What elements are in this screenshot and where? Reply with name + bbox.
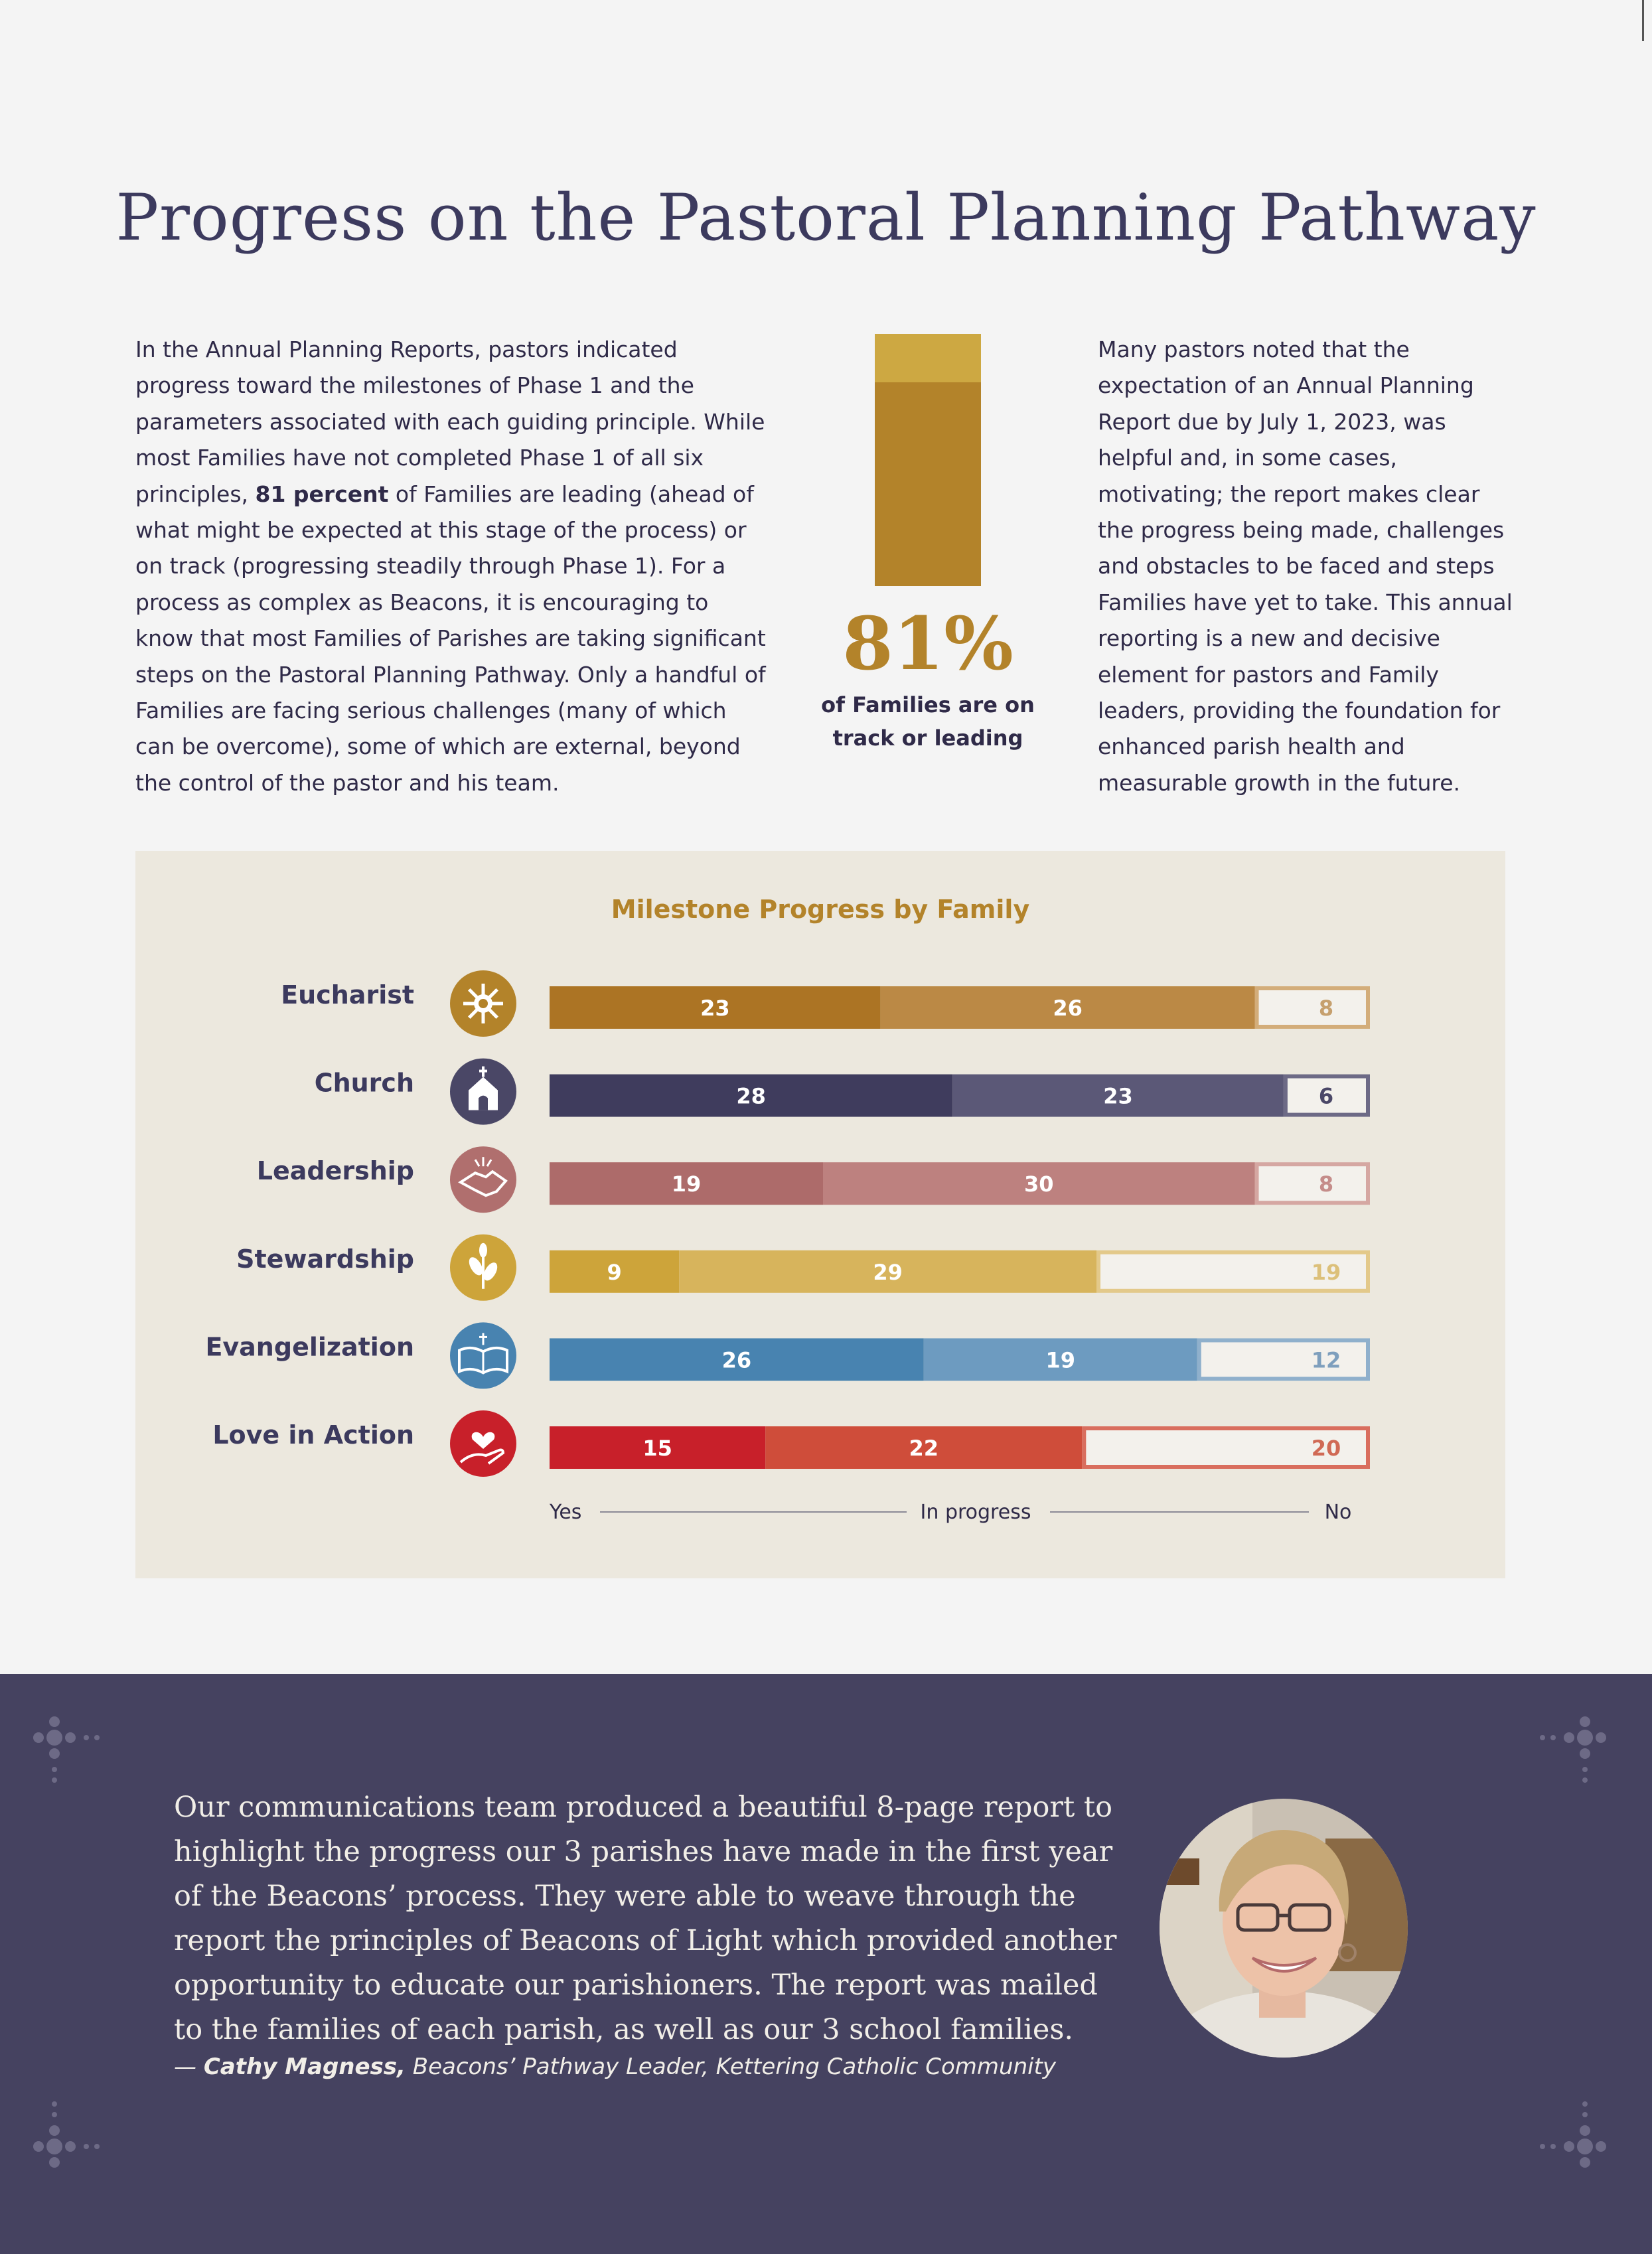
data-label-progress: 23 (1103, 1083, 1133, 1109)
bar-segment-no (1257, 988, 1368, 1027)
cross-ornament-icon (33, 1714, 113, 1793)
attribution-role: Beacons’ Pathway Leader, Kettering Catholic Community (405, 2054, 1057, 2080)
attribution-dash: — (174, 2054, 204, 2080)
data-label-progress: 26 (1053, 996, 1083, 1021)
data-label-progress: 29 (873, 1259, 903, 1285)
stat-progress-bar (875, 334, 981, 586)
testimonial-quote: Our communications team produced a beautiful 8-page report to highlight the progress our 3 parishes have made in the first year of the Beacons’ process. They were able to weave through the report the principles of Beacons of Light which provided another opportunity to educate our parishioners. The report was mailed to the families of each parish, as well as our 3 school families. (174, 1791, 1117, 2046)
cross-ornament-icon (1527, 1714, 1606, 1793)
intro-left-bold-stat: 81 percent (255, 481, 389, 507)
data-label-yes: 15 (642, 1436, 672, 1461)
category-label: Stewardship (236, 1244, 414, 1274)
data-label-no: 20 (1311, 1436, 1341, 1461)
data-label-yes: 19 (671, 1171, 702, 1197)
data-label-progress: 22 (909, 1436, 939, 1461)
icon-disc (450, 1146, 516, 1213)
door-mark (479, 1096, 488, 1110)
data-label-yes: 26 (721, 1347, 752, 1373)
bar-row-evangelization (205, 1322, 1368, 1389)
eucharist-monstrance-icon (450, 970, 516, 1037)
category-label: Eucharist (281, 980, 414, 1010)
category-label: Church (314, 1068, 414, 1098)
church-building-icon (450, 1059, 516, 1125)
milestone-chart (135, 851, 1505, 1578)
bar-row-leadership (257, 1146, 1368, 1213)
data-label-yes: 28 (736, 1083, 766, 1109)
stat-caption-line-1: of Families are on (821, 692, 1035, 717)
attribution-name: Cathy Magness, (203, 2054, 406, 2080)
intro-right-paragraph: Many pastors noted that the expectation of an Annual Planning Report due by July 1, 2023, was helpful and, in some cases, motivating; the report makes clear the progress being made, challenges and obstacles to be faced and steps Families have yet to take. This annual reporting is a new and decisive element for pastors and Family leaders, providing the foundation for enhanced parish health and measurable growth in the future. (1098, 337, 1513, 796)
data-label-no: 19 (1311, 1259, 1341, 1285)
data-label-yes: 9 (607, 1259, 622, 1285)
chart-title: Milestone Progress by Family (611, 895, 1030, 924)
legend-label-no: No (1324, 1501, 1352, 1524)
data-label-yes: 23 (700, 996, 730, 1021)
handshake-icon (450, 1146, 516, 1213)
speaker-photo (1160, 1799, 1408, 2058)
bar-segment-no (1257, 1164, 1368, 1203)
data-label-progress: 19 (1045, 1347, 1076, 1373)
host-center-mark (479, 999, 488, 1008)
stat-caption-line-2: track or leading (832, 725, 1023, 751)
legend-label-in-progress: In progress (920, 1501, 1031, 1524)
category-label: Love in Action (212, 1420, 414, 1450)
cross-ornament-icon (33, 2091, 113, 2170)
intro-left-paragraph (135, 332, 773, 801)
data-label-no: 8 (1318, 996, 1334, 1021)
chart-legend (549, 1501, 1351, 1524)
milestone-chart-panel (135, 851, 1505, 1578)
leaf-mark (479, 1243, 487, 1258)
stat-caption (795, 688, 1061, 755)
legend-label-yes: Yes (550, 1501, 582, 1524)
bar-row-love-in-action (212, 1410, 1368, 1477)
data-label-no: 8 (1318, 1171, 1334, 1197)
cross-ornament-icon (1527, 2091, 1606, 2170)
heart-in-hand-icon (450, 1410, 516, 1477)
data-label-progress: 30 (1023, 1171, 1054, 1197)
data-label-no: 6 (1318, 1083, 1334, 1109)
stat-progress-bar-remainder (875, 334, 981, 382)
data-label-no: 12 (1311, 1347, 1341, 1373)
page-title: Progress on the Pastoral Planning Pathway (115, 181, 1537, 255)
open-bible-icon (450, 1322, 516, 1389)
intro-left-text-start: In the Annual Planning Reports, pastors indicated progress toward the milestones of Phase 1 and the parameters associated with each guiding principle. While most Families have not completed Phase 1 of all six principles, (135, 337, 765, 507)
bar-row-church (315, 1059, 1368, 1125)
bar-row-stewardship (236, 1235, 1368, 1301)
testimonial-attribution (174, 2054, 1169, 2080)
page-edge-mark (1642, 0, 1644, 41)
category-label: Leadership (256, 1156, 414, 1186)
category-label: Evangelization (205, 1332, 414, 1362)
intro-left-text-end: of Families are leading (ahead of what might be expected at this stage of the process) or on track (progressing steadily through Phase 1). For a process as complex as Beacons, it is encouraging to know that most Families of Parishes are taking significant steps on the Pastoral Planning Pathway. Only a handful of Families are facing serious challenges (many of which can be overcome), some of which are external, beyond the control of the pastor and his team. (135, 481, 766, 796)
stat-percentage: 81% (842, 601, 1014, 686)
speaker-portrait-illustration (1160, 1799, 1408, 2058)
bar-segment-no (1199, 1340, 1368, 1379)
bar-row-eucharist (281, 970, 1368, 1037)
wheat-sprout-icon (450, 1235, 516, 1301)
